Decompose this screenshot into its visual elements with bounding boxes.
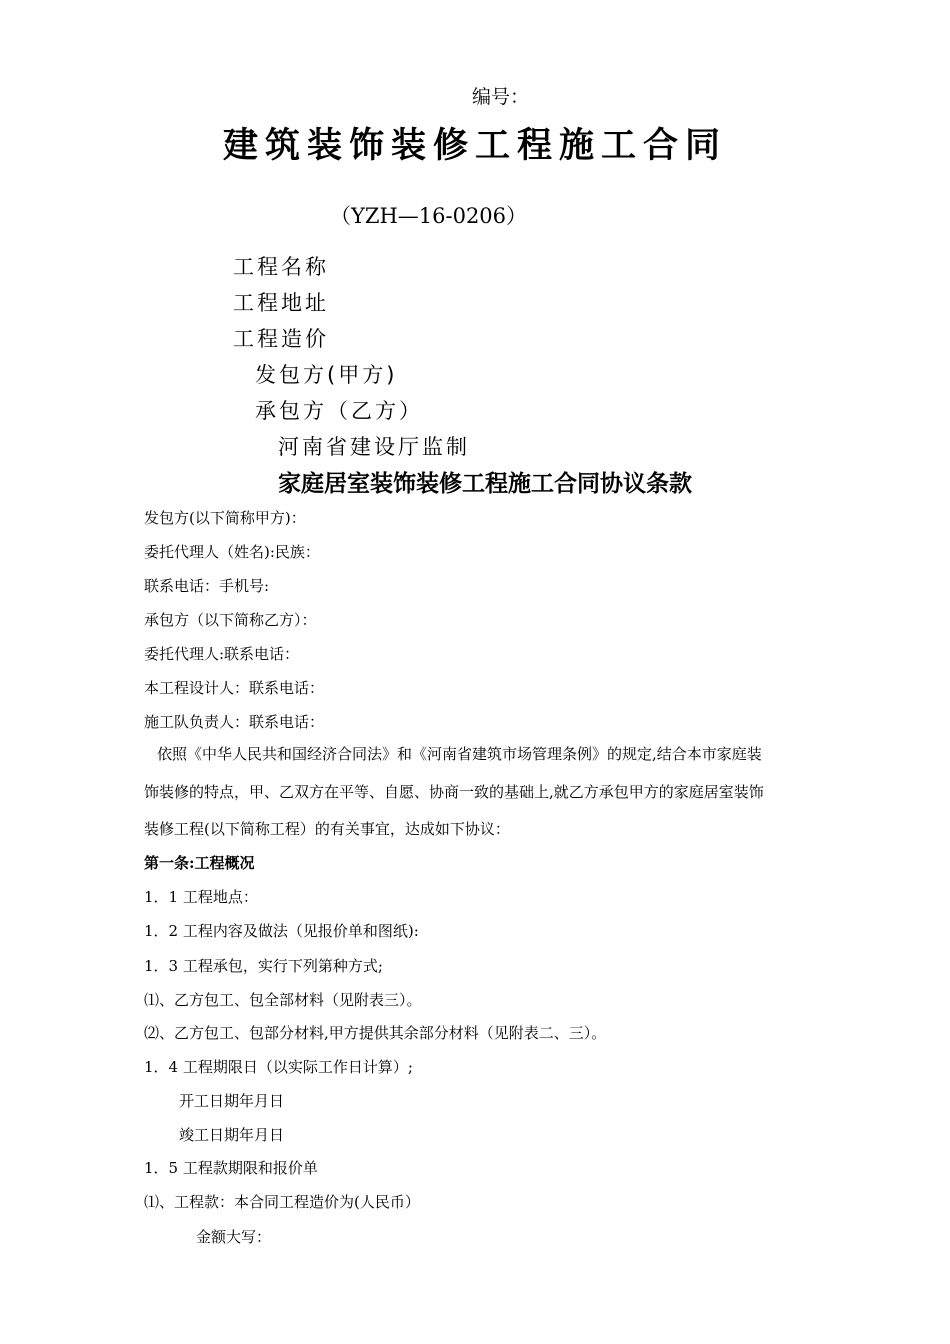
- party-line: 发包方(以下简称甲方)：: [144, 509, 306, 527]
- clause-line: 1．3 工程承包，实行下列第种方式;: [144, 957, 383, 975]
- party-line: 本工程设计人：联系电话：: [144, 679, 325, 697]
- project-name-label: 工程名称: [233, 255, 329, 279]
- document-number-label: 编号：: [472, 86, 530, 108]
- party-line: 委托代理人（姓名):民族：: [144, 543, 320, 561]
- clause-line: ⑵、乙方包工、包部分材料,甲方提供其余部分材料（见附表二、三）。: [144, 1024, 607, 1042]
- supervisor-label: 河南省建设厅监制: [278, 435, 470, 459]
- clause-line: ⑴、乙方包工、包全部材料（见附表三）。: [144, 991, 422, 1009]
- intro-line: 饰装修的特点，甲、乙双方在平等、自愿、协商一致的基础上,就乙方承包甲方的家庭居室装饰: [144, 783, 764, 801]
- project-address-label: 工程地址: [233, 291, 329, 315]
- contract-code: （YZH—16-0206）: [330, 204, 528, 228]
- contract-title: 建筑装饰装修工程施工合同: [222, 125, 727, 166]
- clause-line: 金额大写：: [196, 1228, 272, 1246]
- party-line: 委托代理人:联系电话：: [144, 645, 300, 663]
- clause-line: 1．2 工程内容及做法（见报价单和图纸):: [144, 922, 419, 940]
- clause-line: 1．1 工程地点：: [144, 888, 258, 906]
- clause-line: ⑴、工程款：本合同工程造价为(人民币）: [144, 1193, 420, 1211]
- project-cost-label: 工程造价: [233, 327, 329, 351]
- agreement-title: 家庭居室装饰装修工程施工合同协议条款: [278, 471, 692, 497]
- clause-line: 1．4 工程期限日（以实际工作日计算）;: [144, 1058, 413, 1076]
- intro-line: 依照《中华人民共和国经济合同法》和《河南省建筑市场管理条例》的规定,结合本市家庭装: [157, 745, 762, 763]
- party-b-label: 承包方（乙方）: [255, 399, 423, 423]
- party-line: 施工队负责人：联系电话：: [144, 713, 325, 731]
- party-line: 承包方（以下简称乙方）：: [144, 611, 317, 629]
- clause-line: 1．5 工程款期限和报价单: [144, 1159, 318, 1177]
- party-line: 联系电话：手机号:: [144, 577, 270, 595]
- clause-line: 开工日期年月日: [179, 1092, 285, 1110]
- party-a-label: 发包方(甲方): [255, 363, 398, 387]
- intro-line: 装修工程(以下简称工程）的有关事宜，达成如下协议：: [144, 820, 510, 838]
- article-1-heading: 第一条:工程概况: [144, 854, 255, 872]
- clause-line: 竣工日期年月日: [179, 1126, 285, 1144]
